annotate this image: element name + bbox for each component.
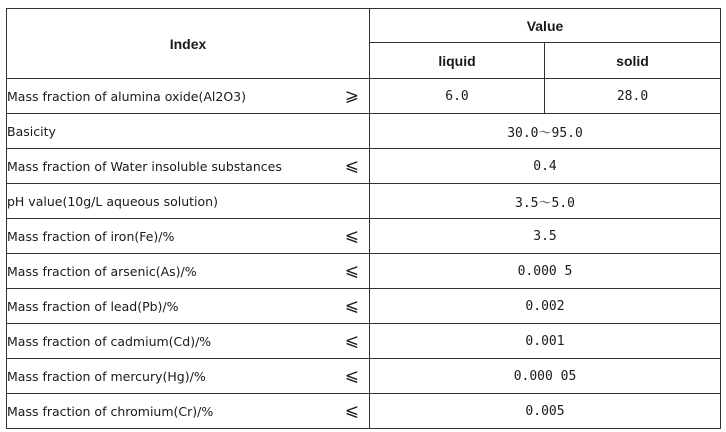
table-row xyxy=(7,114,721,149)
table-row xyxy=(7,184,721,219)
solid-header: solid xyxy=(545,43,721,79)
index-cell xyxy=(7,149,370,184)
index-cell xyxy=(7,289,370,324)
liquid-value: 6.0 xyxy=(370,79,545,114)
index-cell xyxy=(7,184,370,219)
value-cell: 0.000 5 xyxy=(370,254,721,289)
value-cell: 0.000 05 xyxy=(370,359,721,394)
table-row xyxy=(7,394,721,429)
table-row xyxy=(7,79,721,114)
index-cell xyxy=(7,219,370,254)
table-row xyxy=(7,324,721,359)
value-header: Value xyxy=(370,9,721,43)
value-cell: 0.002 xyxy=(370,289,721,324)
index-cell xyxy=(7,394,370,429)
index-label: Mass fraction of iron(Fe)/% xyxy=(7,228,175,244)
index-label: Mass fraction of lead(Pb)/% xyxy=(7,298,179,314)
less-equal-symbol: ⩽ xyxy=(344,156,359,176)
value-cell: 3.5 xyxy=(370,219,721,254)
index-cell xyxy=(7,359,370,394)
table-row xyxy=(7,289,721,324)
value-cell: 30.0～95.0 xyxy=(370,114,721,149)
table-row xyxy=(7,254,721,289)
index-label: Mass fraction of mercury(Hg)/% xyxy=(7,368,206,384)
spec-table xyxy=(6,8,721,429)
index-cell xyxy=(7,79,370,114)
index-label: Mass fraction of arsenic(As)/% xyxy=(7,263,197,279)
index-label: Mass fraction of chromium(Cr)/% xyxy=(7,403,214,419)
solid-value: 28.0 xyxy=(545,79,721,114)
index-label: Mass fraction of cadmium(Cd)/% xyxy=(7,333,212,349)
value-cell: 0.001 xyxy=(370,324,721,359)
index-header: Index xyxy=(7,9,370,79)
less-equal-symbol: ⩽ xyxy=(344,226,359,246)
index-label: Mass fraction of Water insoluble substances xyxy=(7,158,282,174)
index-label: Mass fraction of alumina oxide(Al2O3) xyxy=(7,88,246,104)
table-row xyxy=(7,149,721,184)
liquid-header: liquid xyxy=(370,43,545,79)
less-equal-symbol: ⩽ xyxy=(344,296,359,316)
index-cell xyxy=(7,114,370,149)
index-cell xyxy=(7,254,370,289)
less-equal-symbol: ⩽ xyxy=(344,366,359,386)
less-equal-symbol: ⩽ xyxy=(344,261,359,281)
value-cell: 3.5～5.0 xyxy=(370,184,721,219)
table-row xyxy=(7,359,721,394)
index-label: pH value(10g/L aqueous solution) xyxy=(7,193,218,209)
index-cell xyxy=(7,324,370,359)
index-label: Basicity xyxy=(7,123,56,139)
value-cell: 0.005 xyxy=(370,394,721,429)
table-row xyxy=(7,219,721,254)
greater-equal-symbol: ⩾ xyxy=(344,86,359,106)
less-equal-symbol: ⩽ xyxy=(344,331,359,351)
less-equal-symbol: ⩽ xyxy=(344,401,359,421)
value-cell: 0.4 xyxy=(370,149,721,184)
